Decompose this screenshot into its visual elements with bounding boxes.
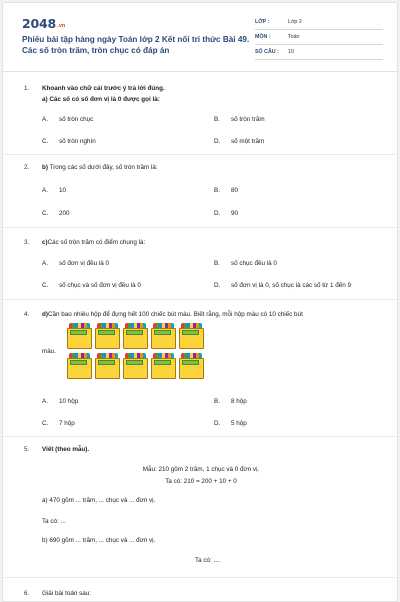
option-text: 7 hộp bbox=[59, 420, 75, 427]
sample-equation: Ta có: 210 = 200 + 10 + 0 bbox=[165, 478, 237, 485]
meta-row-count bbox=[255, 45, 383, 60]
question-stem: Giải bài toán sau: bbox=[42, 590, 92, 597]
option-text: số chục đều là 0 bbox=[231, 260, 277, 267]
option-text: 5 hộp bbox=[231, 420, 247, 427]
option-a[interactable] bbox=[42, 260, 109, 267]
option-text: 90 bbox=[231, 210, 239, 217]
sample-line: Mẫu: 210 gồm 2 trăm, 1 chục và 0 đơn vị. bbox=[142, 466, 260, 473]
option-label: A. bbox=[42, 260, 48, 267]
option-text: số chục và số đơn vị đều là 0 bbox=[59, 282, 141, 289]
meta-row-grade bbox=[255, 15, 383, 30]
option-text: số tròn nghìn bbox=[59, 138, 96, 145]
option-label: A. bbox=[42, 116, 48, 123]
worksheet-header bbox=[3, 3, 397, 71]
worksheet-page bbox=[2, 2, 398, 602]
option-c[interactable] bbox=[42, 282, 141, 289]
question-stem bbox=[42, 162, 158, 173]
option-text: số đơn vị đều là 0 bbox=[59, 260, 109, 267]
crayon-box-icon bbox=[67, 323, 92, 349]
question-number: 4. bbox=[24, 311, 30, 318]
crayon-box-icon bbox=[67, 353, 92, 379]
crayon-box-icon bbox=[95, 353, 120, 379]
question-text: Các số tròn trăm có điểm chung là: bbox=[47, 239, 146, 246]
option-text: số đơn vị là 0, số chục là các số từ 1 đến 9 bbox=[231, 282, 352, 289]
option-a[interactable] bbox=[42, 187, 66, 194]
crayon-box-icon bbox=[123, 323, 148, 349]
question-stem: Khoanh vào chữ cái trước ý trả lời đúng. bbox=[42, 85, 165, 92]
question-separator bbox=[3, 577, 397, 578]
worksheet-meta bbox=[255, 15, 383, 60]
option-label: A. bbox=[42, 187, 48, 194]
logo-main: 2048 bbox=[22, 16, 56, 31]
option-d[interactable] bbox=[214, 138, 264, 145]
question-number: 2. bbox=[24, 164, 30, 171]
option-label: B. bbox=[214, 398, 220, 405]
question-part-label: c) bbox=[42, 239, 48, 246]
meta-value: Lớp 2 bbox=[288, 19, 302, 25]
option-text: số một trăm bbox=[231, 138, 265, 145]
option-text: số tròn chục bbox=[59, 116, 94, 123]
option-label: C. bbox=[42, 210, 49, 217]
option-text: 10 bbox=[59, 187, 67, 194]
option-label: D. bbox=[214, 210, 221, 217]
option-c[interactable] bbox=[42, 210, 70, 217]
option-text: 8 hộp bbox=[231, 398, 247, 405]
option-c[interactable] bbox=[42, 420, 75, 427]
option-text: 200 bbox=[59, 210, 70, 217]
option-a[interactable] bbox=[42, 398, 78, 405]
option-text: 10 hộp bbox=[59, 398, 79, 405]
meta-row-subject bbox=[255, 30, 383, 45]
question-number: 3. bbox=[24, 239, 30, 246]
site-logo[interactable] bbox=[22, 16, 65, 31]
option-label: C. bbox=[42, 138, 49, 145]
exercise-b: b) 690 gồm ... trăm, ... chục và ... đơn vị. bbox=[42, 537, 156, 544]
question-number: 5. bbox=[24, 446, 30, 453]
crayon-box-icon bbox=[179, 323, 204, 349]
meta-value: 10 bbox=[288, 49, 294, 55]
header-divider bbox=[3, 71, 397, 72]
question-stem-tail: màu. bbox=[42, 348, 56, 355]
option-b[interactable] bbox=[214, 260, 277, 267]
exercise-a-answer[interactable]: Ta có: ... bbox=[42, 518, 66, 525]
question-separator bbox=[3, 154, 397, 155]
meta-value: Toán bbox=[288, 34, 300, 40]
worksheet-title: Phiếu bài tập hàng ngày Toán lớp 2 Kết nối tri thức Bài 49. Các số tròn trăm, tròn chục có đáp án bbox=[22, 35, 250, 55]
question-separator bbox=[3, 299, 397, 300]
question-part-label: b) bbox=[42, 164, 48, 171]
option-a[interactable] bbox=[42, 116, 93, 123]
option-text: 80 bbox=[231, 187, 239, 194]
option-c[interactable] bbox=[42, 138, 96, 145]
crayon-box-icon bbox=[123, 353, 148, 379]
exercise-b-answer[interactable]: Ta có: .... bbox=[195, 557, 221, 564]
logo-suffix: .vn bbox=[57, 23, 66, 29]
option-label: A. bbox=[42, 398, 48, 405]
option-label: B. bbox=[214, 260, 220, 267]
crayon-box-icon bbox=[151, 353, 176, 379]
option-b[interactable] bbox=[214, 116, 265, 123]
meta-key: SỐ CÂU : bbox=[255, 49, 279, 55]
option-b[interactable] bbox=[214, 398, 247, 405]
option-d[interactable] bbox=[214, 420, 247, 427]
exercise-a: a) 470 gồm ... trăm, ... chục và ... đơn vị. bbox=[42, 497, 156, 504]
question-separator bbox=[3, 227, 397, 228]
question-separator bbox=[3, 436, 397, 437]
option-label: D. bbox=[214, 282, 221, 289]
option-label: B. bbox=[214, 187, 220, 194]
option-label: B. bbox=[214, 116, 220, 123]
question-stem bbox=[42, 237, 145, 248]
question-substem: a) Các số có số đơn vị là 0 được gọi là: bbox=[42, 96, 160, 103]
option-d[interactable] bbox=[214, 210, 238, 217]
crayon-box-icon bbox=[179, 353, 204, 379]
meta-key: MÔN : bbox=[255, 34, 271, 40]
question-text: Cần bao nhiêu hộp để đựng hết 100 chiếc bút màu. Biết rằng, mỗi hộp màu có 10 chiếc bút bbox=[47, 311, 303, 318]
question-stem bbox=[42, 309, 382, 320]
question-number: 6. bbox=[24, 590, 30, 597]
option-text: số tròn trăm bbox=[231, 116, 265, 123]
option-b[interactable] bbox=[214, 187, 238, 194]
meta-key: LỚP : bbox=[255, 19, 270, 25]
option-label: D. bbox=[214, 138, 221, 145]
option-label: C. bbox=[42, 282, 49, 289]
crayon-box-icon bbox=[151, 323, 176, 349]
option-label: D. bbox=[214, 420, 221, 427]
option-label: C. bbox=[42, 420, 49, 427]
option-d[interactable] bbox=[214, 282, 351, 289]
question-stem: Viết (theo mẫu). bbox=[42, 446, 90, 453]
question-number: 1. bbox=[24, 85, 30, 92]
question-text: Trong các số dưới đây, số tròn trăm là: bbox=[47, 164, 158, 171]
question-part-label: d) bbox=[42, 311, 48, 318]
crayon-box-icon bbox=[95, 323, 120, 349]
